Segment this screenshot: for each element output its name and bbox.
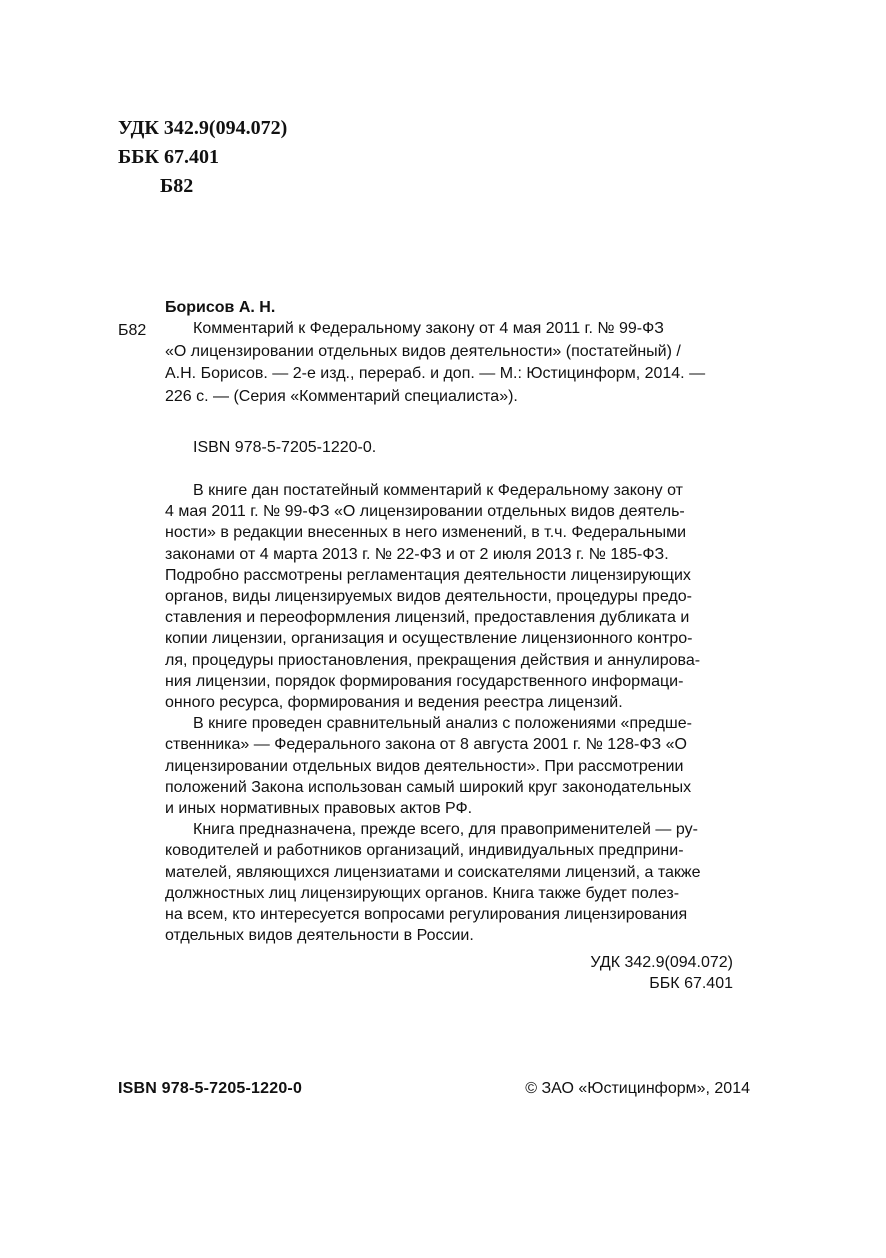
annotation-line: лицензировании отдельных видов деятельности». При рассмотрении [165, 757, 684, 775]
record-isbn: ISBN 978-5-7205-1220-0. [193, 439, 377, 456]
annotation-line: органов, виды лицензируемых видов деятельности, процедуры предо- [165, 588, 692, 606]
classification-block [118, 114, 287, 201]
annotation-line: положений Закона использован самый широкий круг законодательных [165, 778, 692, 796]
udk-code: УДК 342.9(094.072) [118, 117, 288, 139]
annotation-line: В книге проведен сравнительный анализ с положениями «предше- [193, 715, 692, 733]
description-line: Комментарий к Федеральному закону от 4 мая 2011 г. № 99-ФЗ [193, 320, 664, 337]
annotation-line: законами от 4 марта 2013 г. № 22-ФЗ и от 2 июля 2013 г. № 185-ФЗ. [165, 545, 669, 563]
bibliographic-description [165, 318, 737, 408]
footer-bbk: ББК 67.401 [649, 975, 733, 992]
footer-classification [540, 952, 733, 994]
bbk-code: ББК 67.401 [118, 146, 219, 168]
annotation-line: мателей, являющихся лицензиатами и соискателями лицензий, а также [165, 863, 701, 881]
author-heading: Борисов А. Н. [165, 299, 276, 316]
annotation-line: Подробно рассмотрены регламентация деятельности лицензирующих [165, 566, 691, 584]
annotation-line: должностных лиц лицензирующих органов. Книга также будет полез- [165, 884, 680, 902]
annotation-line: Книга предназначена, прежде всего, для правоприменителей — ру- [193, 821, 698, 839]
annotation-line: В книге дан постатейный комментарий к Федеральному закону от [193, 482, 683, 499]
annotation-line: ния лицензии, порядок формирования государственного информаци- [165, 672, 684, 690]
annotation-line: онного ресурса, формирования и ведения реестра лицензий. [165, 694, 623, 712]
author-cipher: Б82 [160, 175, 194, 197]
description-line: «О лицензировании отдельных видов деятельности» (постатейный) / [165, 342, 681, 360]
annotation-line: отдельных видов деятельности в России. [165, 927, 474, 945]
description-line: 226 с. — (Серия «Комментарий специалиста»). [165, 387, 518, 405]
annotation-line: ководителей и работников организаций, индивидуальных предприни- [165, 842, 684, 860]
annotation-line: ставления и переоформления лицензий, предоставления дубликата и [165, 609, 690, 627]
annotation-line: ственника» — Федерального закона от 8 августа 2001 г. № 128-ФЗ «О [165, 736, 687, 754]
isbn-bottom: ISBN 978-5-7205-1220-0 [118, 1080, 303, 1097]
annotation-line: и иных нормативных правовых актов РФ. [165, 800, 473, 818]
copyright-notice: © ЗАО «Юстицинформ», 2014 [525, 1080, 750, 1097]
annotation-line: 4 мая 2011 г. № 99-ФЗ «О лицензировании отдельных видов деятель- [165, 503, 685, 521]
record-cipher: Б82 [118, 322, 147, 339]
annotation-line: ности» в редакции внесенных в него изменений, в т.ч. Федеральными [165, 524, 687, 542]
annotation-line: копии лицензии, организация и осуществление лицензионного контро- [165, 630, 693, 648]
footer-udk: УДК 342.9(094.072) [590, 954, 733, 971]
description-line: А.Н. Борисов. — 2-е изд., перераб. и доп. — М.: Юстицинформ, 2014. — [165, 365, 706, 382]
annotation-line: на всем, кто интересуется вопросами регулирования лицензирования [165, 906, 688, 924]
annotation [165, 480, 739, 946]
annotation-line: ля, процедуры приостановления, прекращения действия и аннулирова- [165, 651, 701, 669]
